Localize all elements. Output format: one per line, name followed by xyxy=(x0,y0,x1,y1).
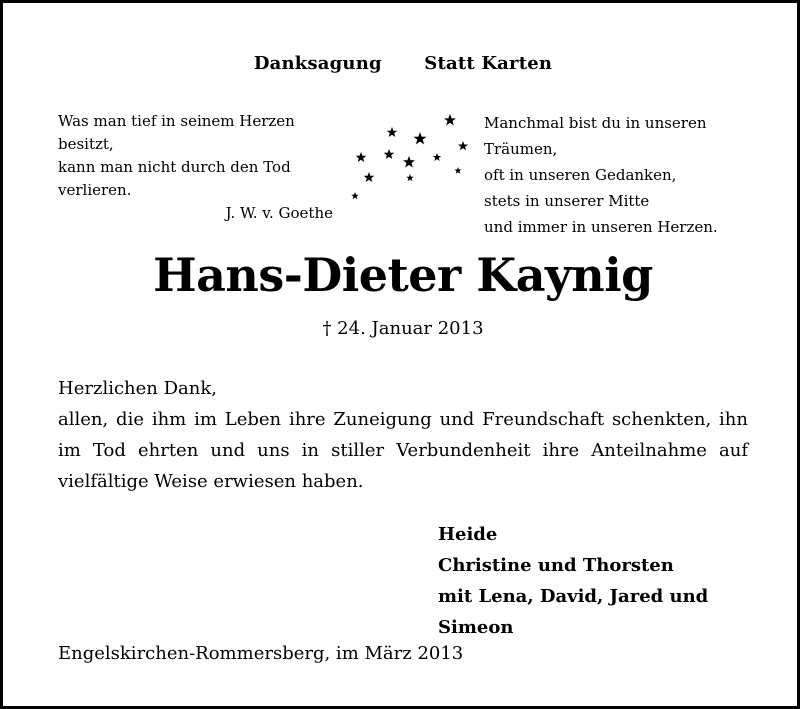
signers xyxy=(438,519,778,643)
poem-line-1: Manchmal bist du in unseren Träumen, xyxy=(484,114,707,158)
thanks-greeting: Herzlichen Dank, xyxy=(58,378,217,399)
poem-line-3: stets in unserer Mitte xyxy=(484,192,650,210)
header-danksagung: Danksagung xyxy=(253,53,382,74)
poem xyxy=(484,110,764,240)
goethe-quote xyxy=(58,110,333,225)
star-icon xyxy=(406,174,414,181)
star-icon xyxy=(384,149,395,159)
star-icon xyxy=(403,156,415,168)
star-icon xyxy=(364,172,375,182)
signer-line-2: Christine und Thorsten xyxy=(438,555,674,576)
star-icon xyxy=(458,141,468,150)
signer-line-3: mit Lena, David, Jared und Simeon xyxy=(438,586,709,638)
quote-line-2: kann man nicht durch den Tod verlieren. xyxy=(58,158,291,199)
star-icon xyxy=(413,132,426,144)
poem-line-4: und immer in unseren Herzen. xyxy=(484,218,718,236)
star-icon xyxy=(454,167,461,174)
place-date: Engelskirchen-Rommersberg, im März 2013 xyxy=(58,643,464,664)
thanks-message xyxy=(58,373,748,497)
star-icon xyxy=(351,192,359,199)
header xyxy=(3,53,800,74)
star-icon xyxy=(444,114,456,126)
header-statt-karten: Statt Karten xyxy=(424,53,553,74)
star-icon xyxy=(433,153,442,161)
death-date: † 24. Januar 2013 xyxy=(322,318,484,339)
stars-decoration xyxy=(343,108,478,208)
star-icon xyxy=(356,152,367,162)
poem-line-2: oft in unseren Gedanken, xyxy=(484,166,677,184)
thanks-body: allen, die ihm im Leben ihre Zuneigung und Freundschaft schenkten, ihn im Tod ehrten und uns in stiller Verbundenheit ihre Anteilnahme auf vielfältige Weise erwiesen haben. xyxy=(58,409,748,492)
quote-line-1: Was man tief in seinem Herzen besitzt, xyxy=(58,112,295,153)
signer-line-1: Heide xyxy=(438,524,498,545)
quote-attribution: J. W. v. Goethe xyxy=(225,204,333,222)
star-icon xyxy=(387,127,397,137)
deceased-name: Hans-Dieter Kaynig xyxy=(153,248,653,302)
